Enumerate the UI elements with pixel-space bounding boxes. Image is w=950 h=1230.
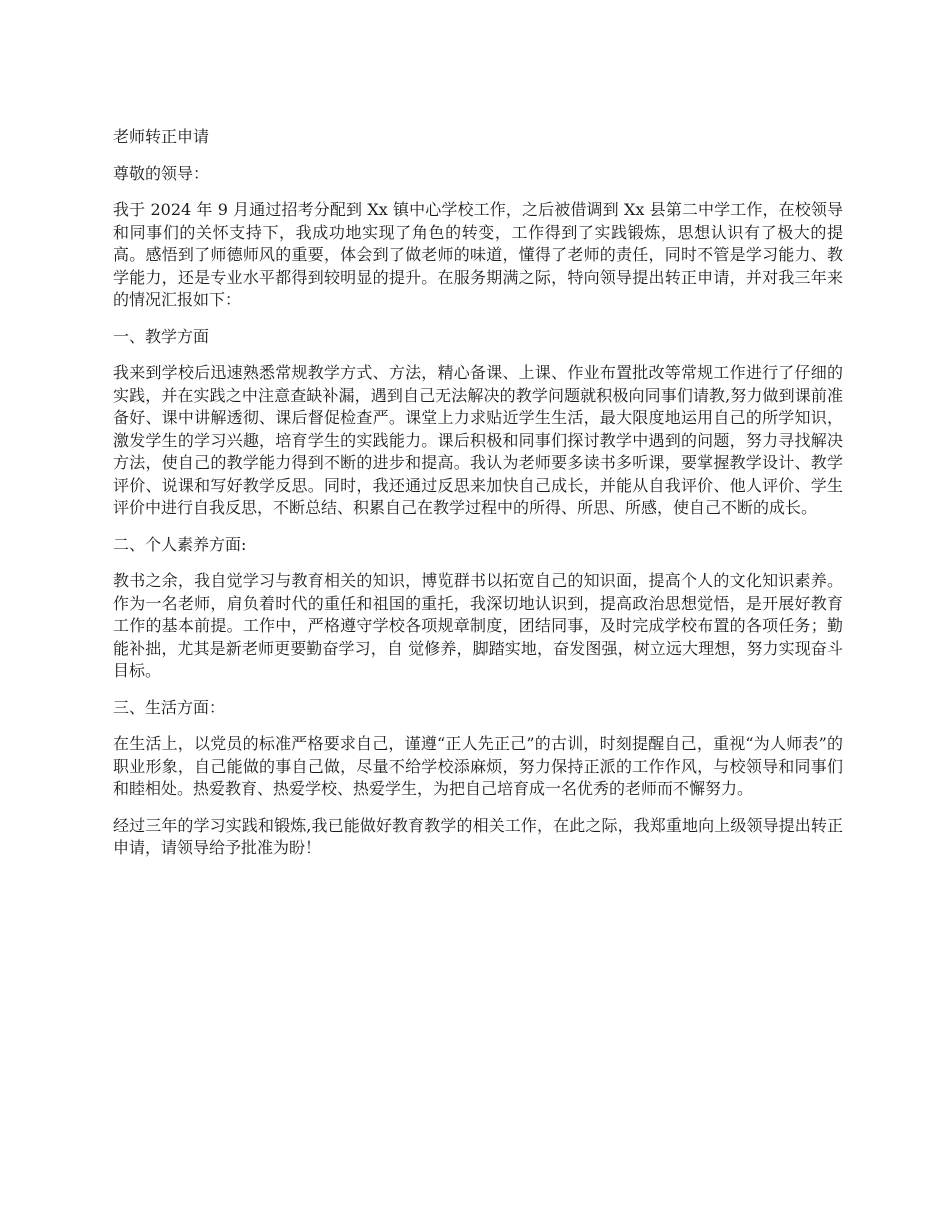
section-heading-life: 三、生活方面： xyxy=(113,697,226,717)
closing-paragraph: 经过三年的学习实践和锻炼,我已能做好教育教学的相关工作，在此之际，我郑重地向上级领导提出转正申请，请领导给予批准为盼！ xyxy=(113,815,843,857)
salutation: 尊敬的领导： xyxy=(113,163,210,183)
intro-paragraph: 我于 2024 年 9 月通过招考分配到 Xx 镇中心学校工作，之后被借调到 Xx 县第二中学工作，在校领导和同事们的关怀支持下，我成功地实现了角色的转变，工作得到了实践锻炼，思想认识有了极大的提高。感悟到了师德师风的重要，体会到了做老师的味道，懂得了老师的责任，同时不管是学习能力、教学能力，还是专业水平都得到较明显的提升。在服务期满之际，特向领导提出转正申请，并对我三年来的情况汇报如下： xyxy=(113,200,843,309)
section-heading-personal: 二、个人素养方面: xyxy=(113,534,247,554)
section-heading-teaching: 一、教学方面 xyxy=(113,326,210,346)
section-body-life: 在生活上，以党员的标准严格要求自己，谨遵“正人先正己”的古训，时刻提醒自己，重视“为人师表”的职业形象，自己能做的事自己做，尽量不给学校添麻烦，努力保持正派的工作作风，与校领导和同事们和睦相处。热爱教育、热爱学校、热爱学生，为把自己培育成一名优秀的老师而不懈努力。 xyxy=(113,734,843,798)
section-body-personal: 教书之余，我自觉学习与教育相关的知识，博览群书以拓宽自己的知识面，提高个人的文化知识素养。作为一名老师，肩负着时代的重任和祖国的重托，我深切地认识到，提高政治思想觉悟，是开展好教育工作的基本前提。工作中，严格遵守学校各项规章制度，团结同事，及时完成学校布置的各项任务；勤能补拙，尤其是新老师更要勤奋学习，自 觉修养，脚踏实地，奋发图强，树立远大理想，努力实现奋斗目标。 xyxy=(113,571,843,680)
document-page xyxy=(113,126,843,874)
section-body-teaching: 我来到学校后迅速熟悉常规教学方式、方法，精心备课、上课、作业布置批改等常规工作进行了仔细的实践，并在实践之中注意查缺补漏，遇到自己无法解决的教学问题就积极向同事们请教,努力做到课前准备好、课中讲解透彻、课后督促检查严。课堂上力求贴近学生生活，最大限度地运用自己的所学知识，激发学生的学习兴趣，培育学生的实践能力。课后积极和同事们探讨教学中遇到的问题，努力寻找解决方法，使自己的教学能力得到不断的进步和提高。我认为老师要多读书多听课，要掌握教学设计、教学评价、说课和写好教学反思。同时，我还通过反思来加快自己成长，并能从自我评价、他人评价、学生评价中进行自我反思，不断总结、积累自己在教学过程中的所得、所思、所感，使自己不断的成长。 xyxy=(113,363,843,517)
document-title: 老师转正申请 xyxy=(113,127,210,146)
